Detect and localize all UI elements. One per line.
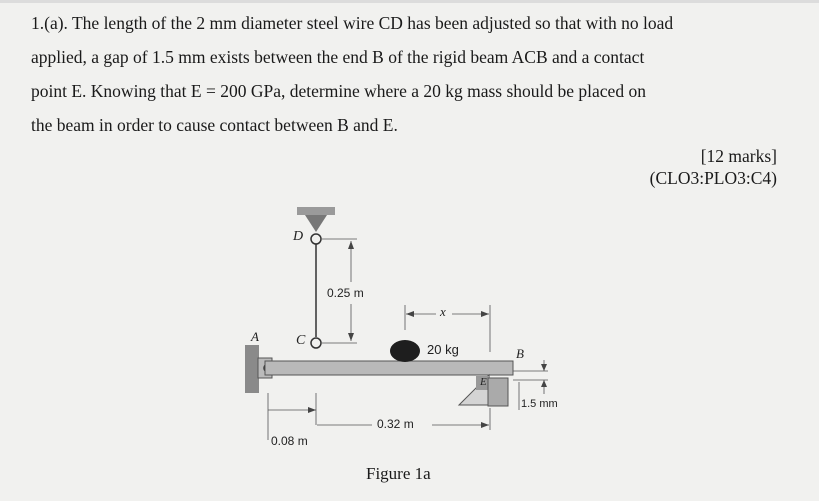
arrowhead — [481, 311, 489, 317]
arrowhead — [348, 241, 354, 249]
arrowhead — [541, 364, 547, 371]
arrowhead — [348, 333, 354, 341]
figure-caption: Figure 1a — [366, 464, 431, 483]
support-triangle — [305, 215, 327, 232]
dim-008: 0.08 m — [271, 434, 308, 448]
label-a: A — [251, 329, 259, 344]
question-line-3: point E. Knowing that E = 200 GPa, determine where a 20 kg mass should be placed on — [31, 81, 646, 101]
label-x: x — [440, 304, 446, 319]
dim-032: 0.32 m — [377, 417, 414, 431]
rigid-beam-acb — [265, 361, 513, 375]
wall-a — [245, 345, 259, 393]
pin-d — [311, 234, 321, 244]
dim-wire-length: 0.25 m — [327, 286, 364, 300]
question-line-2: applied, a gap of 1.5 mm exists between the end B of the rigid beam ACB and a contact — [31, 47, 645, 67]
dim-gap: 1.5 mm — [521, 398, 558, 410]
label-e: E — [480, 376, 487, 388]
question-line-1: 1.(a). The length of the 2 mm diameter steel wire CD has been adjusted so that with no load — [31, 13, 674, 33]
pin-c — [311, 338, 321, 348]
arrowhead — [541, 380, 547, 387]
arrowhead — [481, 422, 489, 428]
arrowhead — [308, 407, 316, 413]
label-b: B — [516, 346, 524, 361]
marks-label: [12 marks] — [700, 146, 777, 166]
ceiling-support — [297, 207, 335, 215]
contact-block-e — [488, 378, 508, 406]
label-d: D — [293, 229, 304, 244]
question-line-4: the beam in order to cause contact between B and E. — [31, 115, 398, 135]
clo-label: (CLO3:PLO3:C4) — [649, 168, 777, 188]
arrowhead — [406, 311, 414, 317]
label-c: C — [296, 333, 306, 348]
mass-label: 20 kg — [427, 342, 459, 357]
mass-20kg — [390, 340, 420, 362]
